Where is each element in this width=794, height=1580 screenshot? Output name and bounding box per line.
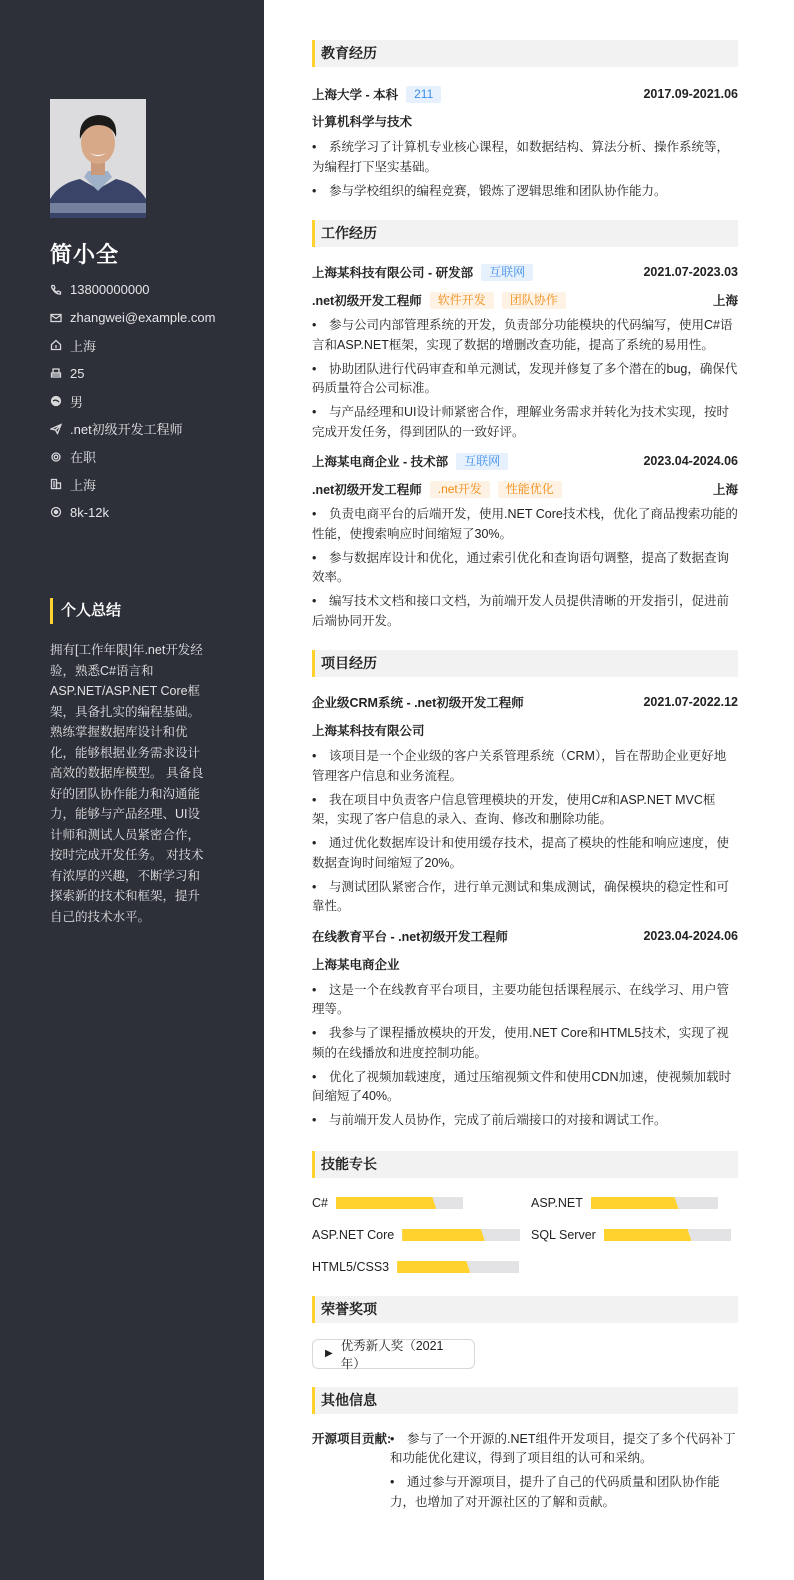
industry-tag: 互联网 [456, 453, 508, 470]
info-location [50, 332, 250, 360]
mail-icon [50, 312, 62, 324]
list-item: • 我参与了课程播放模块的开发，使用.NET Core和HTML5技术，实现了视频的在线播放和进度控制功能。 [312, 1026, 729, 1060]
project-bullets [312, 981, 738, 1131]
list-item: • 通过优化数据库设计和使用缓存技术，提高了模块的性能和响应速度，使数据查询时间缩短了20%。 [312, 836, 730, 870]
list-item: • 参与学校组织的编程竞赛，锻炼了逻辑思维和团队协作能力。 [312, 183, 667, 198]
skill-bar [397, 1261, 519, 1273]
email-text: zhangwei@example.com [70, 310, 216, 326]
summary-heading: 个人总结 [50, 598, 121, 624]
education-period: 2017.09-2021.06 [643, 87, 738, 101]
skill-bar-fill [397, 1261, 470, 1273]
info-work-city [50, 471, 250, 499]
list-item: • 通过参与开源项目，提升了自己的代码质量和团队协作能力，也增加了对开源社区的了解和贡献。 [390, 1475, 720, 1509]
project-name: 企业级CRM系统 - .net初级开发工程师 [312, 696, 524, 710]
project-name: 在线教育平台 - .net初级开发工程师 [312, 929, 508, 944]
skill-bar [336, 1197, 463, 1209]
location-text: 上海 [70, 338, 97, 354]
info-gender [50, 387, 250, 415]
info-email [50, 304, 250, 332]
work-item-header [312, 452, 738, 470]
work-city-text: 上海 [70, 477, 97, 493]
skill-item [312, 1226, 531, 1245]
list-item: • 编写技术文档和接口文档，为前端开发人员提供清晰的开发指引，促进前后端协同开发。 [312, 594, 730, 628]
info-status [50, 443, 250, 471]
work-item-header [312, 263, 738, 281]
status-icon [50, 451, 62, 463]
school-name: 上海大学 - 本科 [312, 88, 399, 102]
avatar [50, 99, 146, 218]
project-company: 上海某电商企业 [312, 957, 400, 972]
skill-item [531, 1194, 738, 1213]
list-item: • 优化了视频加载速度，通过压缩视频文件和使用CDN加速，使视频加载时间缩短了40%。 [312, 1069, 732, 1103]
info-phone [50, 276, 250, 304]
project-period: 2023.04-2024.06 [643, 928, 738, 943]
list-item: • 参与公司内部管理系统的开发，负责部分功能模块的代码编写，使用C#语言和ASP.NET框架，实现了数据的增删改查功能，提高了系统的易用性。 [312, 318, 733, 352]
main-content [312, 40, 738, 1517]
list-item: • 参与了一个开源的.NET组件开发项目，提交了多个代码补丁和功能优化建议，得到了项目组的认可和采纳。 [390, 1431, 736, 1465]
section-education-heading: 教育经历 [312, 40, 738, 67]
position-text: .net初级开发工程师 [70, 422, 183, 438]
skill-name: ASP.NET Core [312, 1228, 395, 1242]
skill-bar-fill [402, 1229, 485, 1241]
list-item: • 与产品经理和UI设计师紧密合作，理解业务需求并转化为技术实现，按时完成开发任务，得到团队的一致好评。 [312, 405, 730, 439]
gender-text: 男 [70, 394, 84, 410]
list-item: • 与前端开发人员协作，完成了前后端接口的对接和调试工作。 [312, 1113, 667, 1127]
gender-icon [50, 395, 62, 407]
list-item: • 与测试团队紧密合作，进行单元测试和集成测试，确保模块的稳定性和可靠性。 [312, 879, 730, 913]
contact-info-list [50, 276, 250, 526]
project-header [312, 693, 738, 711]
work-bullets [312, 505, 738, 631]
skill-tag: 软件开发 [430, 292, 494, 309]
summary-text: 拥有[工作年限]年.net开发经验，熟悉C#语言和ASP.NET/ASP.NET Core框架，具备扎实的编程基础。 熟练掌握数据库设计和优化，能够根据业务需求设计高效的数据库模型。 具备良好的团队协作能力和沟通能力，能够与产品经理、UI设计师和测试人员紧密合作，按时完成开发任务。 对技术有浓厚的兴趣，不断学习和探索新的技术和框架，提升自己的技术水平。 [50, 643, 204, 924]
list-item: • 我在项目中负责客户信息管理模块的开发，使用C#和ASP.NET MVC框架，实现了客户信息的录入、查询、修改和删除功能。 [312, 792, 716, 826]
expand-triangle-icon: ▶ [325, 1348, 333, 1359]
role-title: .net初级开发工程师 [312, 294, 422, 308]
age-text: 25 [70, 365, 85, 381]
other-bullets [390, 1430, 738, 1517]
section-skills-heading: 技能专长 [312, 1151, 738, 1178]
info-age [50, 359, 250, 387]
project-period: 2021.07-2022.12 [643, 695, 738, 709]
section-projects-heading: 项目经历 [312, 650, 738, 677]
work-period: 2023.04-2024.06 [643, 454, 738, 468]
sidebar [0, 0, 264, 1580]
skill-name: HTML5/CSS3 [312, 1260, 390, 1274]
industry-tag: 互联网 [481, 264, 533, 281]
phone-icon [50, 284, 62, 296]
section-other-heading: 其他信息 [312, 1387, 738, 1414]
skills-grid [312, 1194, 738, 1277]
work-item-role-row [312, 480, 738, 498]
work-city: 上海 [712, 483, 738, 497]
skill-item [312, 1194, 531, 1213]
skill-bar [402, 1229, 520, 1241]
home-icon [50, 339, 62, 351]
skill-bar-fill [604, 1229, 692, 1241]
award-text: 优秀新人奖（2021年） [340, 1338, 444, 1371]
section-awards-heading: 荣誉奖项 [312, 1296, 738, 1323]
send-icon [50, 423, 62, 435]
list-item: • 这是一个在线教育平台项目，主要功能包括课程展示、在线学习、用户管理等。 [312, 982, 730, 1016]
skill-bar [604, 1229, 731, 1241]
status-text: 在职 [70, 450, 97, 466]
salary-text: 8k-12k [70, 504, 110, 520]
award-item[interactable] [312, 1339, 475, 1369]
skill-tag: 性能优化 [498, 481, 562, 498]
section-work-heading: 工作经历 [312, 220, 738, 247]
work-bullets [312, 316, 738, 442]
project-company: 上海某科技有限公司 [312, 724, 425, 738]
skill-tag: 团队协作 [502, 292, 566, 309]
list-item: • 协助团队进行代码审查和单元测试，发现并修复了多个潜在的bug，确保代码质量符合公司标准。 [312, 361, 738, 395]
skill-bar-fill [336, 1197, 436, 1209]
work-city: 上海 [712, 294, 738, 308]
education-header [312, 85, 738, 103]
profile-photo [50, 99, 146, 218]
skill-name: ASP.NET [531, 1196, 583, 1210]
company-name: 上海某科技有限公司 - 研发部 [312, 266, 474, 280]
education-major: 计算机科学与技术 [312, 115, 413, 129]
project-header [312, 927, 738, 945]
list-item: • 该项目是一个企业级的客户关系管理系统（CRM），旨在帮助企业更好地管理客户信息和业务流程。 [312, 749, 727, 783]
salary-icon [50, 506, 62, 518]
other-label: 开源项目贡献: [312, 1431, 392, 1446]
list-item: • 系统学习了计算机专业核心课程，如数据结构、算法分析、操作系统等，为编程打下坚实基础。 [312, 140, 730, 174]
skill-tag: .net开发 [430, 481, 490, 498]
info-position [50, 415, 250, 443]
skill-bar-fill [591, 1197, 679, 1209]
info-salary [50, 498, 250, 526]
education-bullets [312, 138, 738, 201]
phone-text: 13800000000 [70, 282, 150, 298]
role-title: .net初级开发工程师 [312, 483, 422, 497]
candidate-name: 简小全 [50, 242, 120, 267]
list-item: • 参与数据库设计和优化，通过索引优化和查询语句调整，提高了数据查询效率。 [312, 550, 730, 584]
skill-bar [591, 1197, 718, 1209]
building-icon [50, 478, 62, 490]
list-item: • 负责电商平台的后端开发，使用.NET Core技术栈，优化了商品搜索功能的性能，使搜索响应时间缩短了30%。 [312, 507, 738, 541]
project-bullets [312, 747, 738, 917]
skill-name: SQL Server [531, 1228, 596, 1242]
work-item-role-row [312, 291, 738, 309]
company-name: 上海某电商企业 - 技术部 [312, 455, 449, 469]
skill-name: C# [312, 1196, 328, 1210]
skill-item [312, 1258, 531, 1277]
age-icon [50, 367, 62, 379]
skill-item [531, 1226, 738, 1245]
other-info [312, 1430, 738, 1517]
school-tag: 211 [406, 86, 441, 103]
work-period: 2021.07-2023.03 [643, 265, 738, 279]
